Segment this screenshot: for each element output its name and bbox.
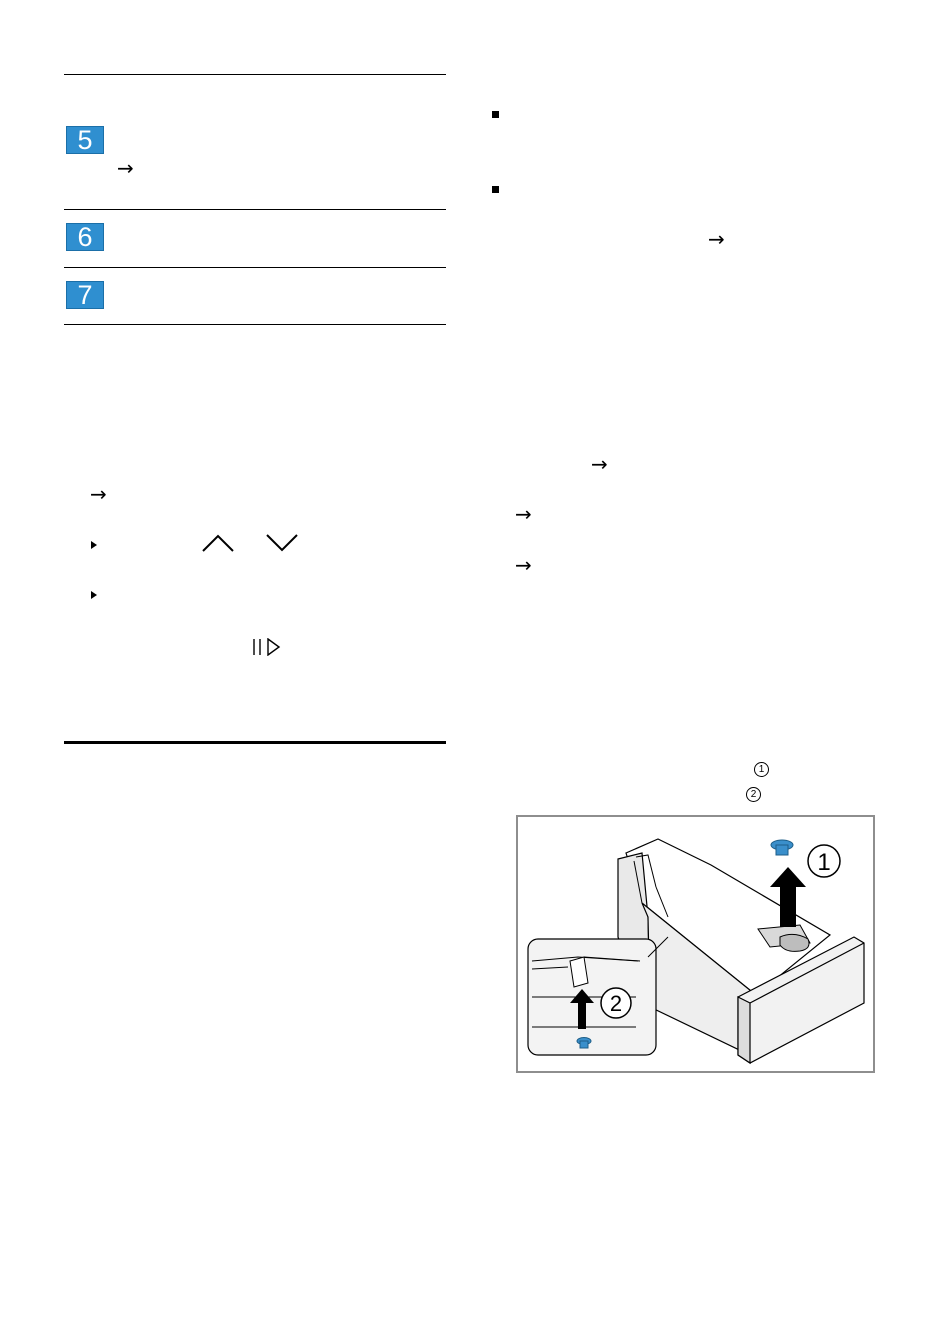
- right-arrow: →: [515, 502, 532, 526]
- callout-1-marker: 1: [754, 762, 769, 777]
- figure-callout-1: 1: [817, 849, 831, 876]
- top-rule: [64, 74, 446, 75]
- callout-2-marker: 2: [746, 787, 761, 802]
- step-7-badge: [66, 281, 104, 309]
- left-arrow: →: [90, 482, 107, 506]
- list-bullet: [492, 186, 499, 193]
- step-7-number: 7: [77, 280, 93, 310]
- instruction-bullet: [91, 591, 97, 599]
- step-5-rule: [64, 209, 446, 210]
- drawer-drawing: [518, 817, 873, 1071]
- section-divider: [64, 741, 446, 744]
- right-arrow: →: [515, 553, 532, 577]
- pause-play-icon: [252, 638, 282, 656]
- right-arrow: →: [708, 227, 725, 251]
- step-7-rule: [64, 324, 446, 325]
- step-6-number: 6: [77, 222, 93, 252]
- figure-callout-2: 2: [609, 991, 623, 1016]
- step-5-number: 5: [77, 125, 93, 155]
- step-5-arrow: →: [117, 156, 134, 180]
- right-arrow: →: [591, 452, 608, 476]
- step-6-badge: [66, 223, 104, 251]
- step-6-rule: [64, 267, 446, 268]
- instruction-bullet: [91, 541, 97, 549]
- list-bullet: [492, 111, 499, 118]
- drawer-illustration: [516, 815, 875, 1073]
- chevron-up-icon: [202, 533, 234, 553]
- chevron-down-icon: [266, 533, 298, 553]
- step-5-badge: [66, 126, 104, 154]
